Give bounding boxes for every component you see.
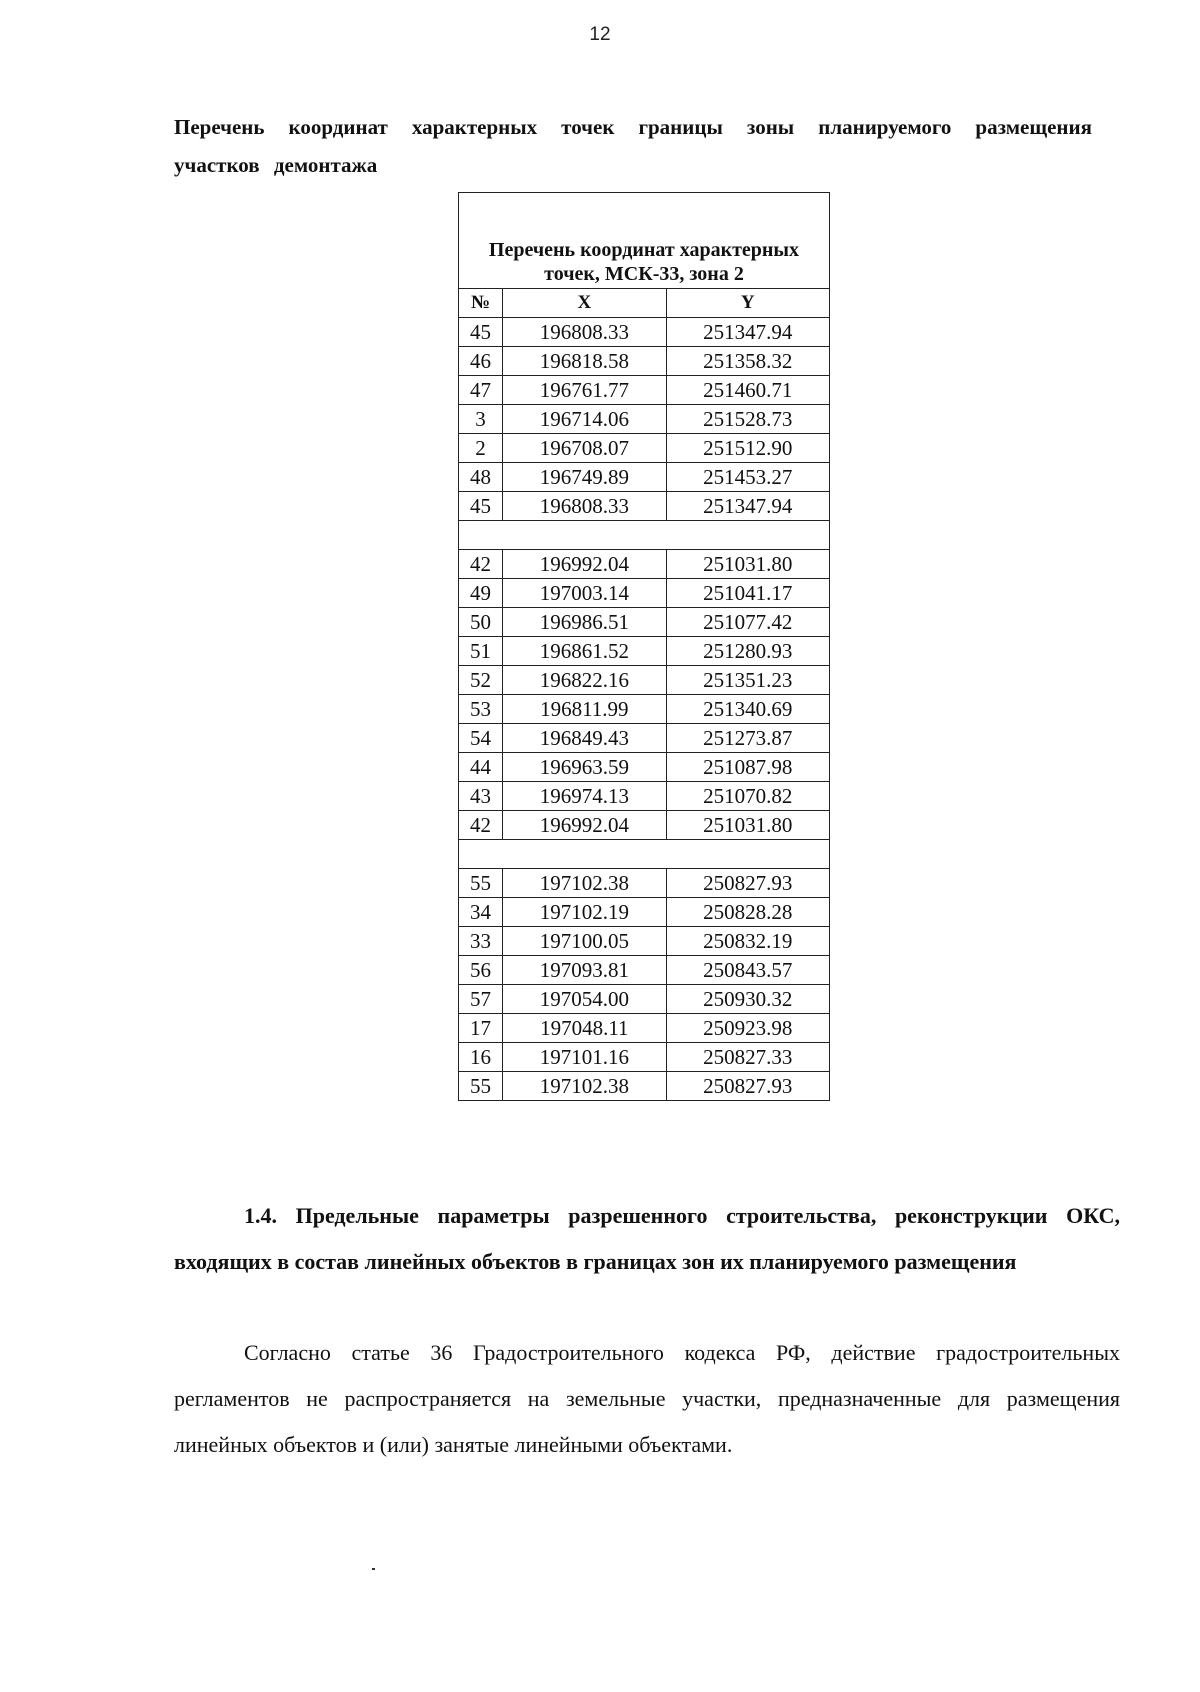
section-body: Согласно статье 36 Градостроительного кодекса РФ, действие градостроительных регламентов не распространяется на земельные участки, предназначенные для размещения линейных объектов и (или) занятые линейными объектами. [174,1340,1120,1457]
cell-point-number: 56 [459,956,503,985]
cell-point-number: 45 [459,318,503,347]
cell-y: 251358.32 [666,347,829,376]
page-number: 12 [589,24,611,45]
table-row [459,579,830,608]
cell-x: 196749.89 [503,463,666,492]
cell-point-number: 55 [459,1072,503,1101]
table-row [459,608,830,637]
cell-x: 197102.19 [503,898,666,927]
cell-point-number: 46 [459,347,503,376]
table-row [459,637,830,666]
cell-x: 196818.58 [503,347,666,376]
cell-point-number: 45 [459,492,503,521]
table-row [459,347,830,376]
cell-point-number: 48 [459,463,503,492]
cell-x: 197048.11 [503,1014,666,1043]
cell-y: 251070.82 [666,782,829,811]
cell-y: 250843.57 [666,956,829,985]
cell-y: 251460.71 [666,376,829,405]
cell-point-number: 2 [459,434,503,463]
table-caption: Перечень координат характерных точек, МСК-33, зона 2 [459,193,830,289]
scan-mark [372,1568,375,1570]
header-number: № [459,289,503,318]
cell-point-number: 52 [459,666,503,695]
section-title: 1.4. Предельные параметры разрешенного строительства, реконструкции ОКС, входящих в состав линейных объектов в границах зон их планируемого размещения [174,1203,1120,1274]
cell-y: 251512.90 [666,434,829,463]
cell-point-number: 34 [459,898,503,927]
cell-point-number: 44 [459,753,503,782]
table-caption-row [459,193,830,289]
cell-point-number: 42 [459,811,503,840]
cell-x: 197003.14 [503,579,666,608]
cell-x: 197102.38 [503,869,666,898]
cell-point-number: 3 [459,405,503,434]
cell-y: 251340.69 [666,695,829,724]
table-row [459,956,830,985]
cell-x: 197054.00 [503,985,666,1014]
cell-x: 197101.16 [503,1043,666,1072]
cell-x: 197102.38 [503,1072,666,1101]
separator-cell [459,521,830,550]
cell-y: 251347.94 [666,318,829,347]
table-row [459,405,830,434]
cell-y: 250832.19 [666,927,829,956]
cell-x: 196861.52 [503,637,666,666]
table-row [459,695,830,724]
table-row [459,1014,830,1043]
cell-x: 196714.06 [503,405,666,434]
cell-y: 250827.93 [666,869,829,898]
cell-y: 251280.93 [666,637,829,666]
cell-x: 196822.16 [503,666,666,695]
cell-point-number: 42 [459,550,503,579]
cell-point-number: 54 [459,724,503,753]
table-row [459,492,830,521]
cell-point-number: 43 [459,782,503,811]
table-row [459,666,830,695]
cell-y: 251031.80 [666,811,829,840]
table-row [459,1043,830,1072]
table-header-row [459,289,830,318]
table-group-separator [459,840,830,869]
cell-y: 250930.32 [666,985,829,1014]
table-row [459,985,830,1014]
cell-point-number: 17 [459,1014,503,1043]
table-row [459,927,830,956]
cell-y: 251528.73 [666,405,829,434]
separator-cell [459,840,830,869]
cell-x: 196974.13 [503,782,666,811]
cell-y: 250923.98 [666,1014,829,1043]
cell-x: 196808.33 [503,318,666,347]
cell-y: 251453.27 [666,463,829,492]
cell-y: 251273.87 [666,724,829,753]
cell-y: 251347.94 [666,492,829,521]
table-row [459,811,830,840]
cell-x: 196992.04 [503,550,666,579]
cell-x: 196986.51 [503,608,666,637]
cell-y: 251351.23 [666,666,829,695]
table-row [459,869,830,898]
table-row [459,782,830,811]
header-x: X [503,289,666,318]
table-row [459,753,830,782]
cell-x: 196761.77 [503,376,666,405]
cell-x: 197093.81 [503,956,666,985]
cell-point-number: 49 [459,579,503,608]
cell-point-number: 55 [459,869,503,898]
table-row [459,318,830,347]
table-row [459,724,830,753]
cell-x: 196708.07 [503,434,666,463]
cell-x: 196811.99 [503,695,666,724]
cell-y: 251031.80 [666,550,829,579]
cell-point-number: 51 [459,637,503,666]
cell-x: 196808.33 [503,492,666,521]
cell-y: 250828.28 [666,898,829,927]
cell-x: 196992.04 [503,811,666,840]
document-heading: Перечень координат характерных точек границы зоны планируемого размещения участков демонтажа [174,115,1092,177]
cell-point-number: 33 [459,927,503,956]
cell-point-number: 50 [459,608,503,637]
header-y: Y [666,289,829,318]
table-row [459,550,830,579]
cell-x: 197100.05 [503,927,666,956]
cell-point-number: 47 [459,376,503,405]
table-row [459,463,830,492]
table-row [459,1072,830,1101]
cell-y: 251077.42 [666,608,829,637]
cell-x: 196849.43 [503,724,666,753]
table-group-separator [459,521,830,550]
cell-y: 251087.98 [666,753,829,782]
table-row [459,376,830,405]
coordinates-table [458,192,830,1101]
table-row [459,898,830,927]
cell-point-number: 16 [459,1043,503,1072]
cell-point-number: 53 [459,695,503,724]
cell-y: 250827.93 [666,1072,829,1101]
table-row [459,434,830,463]
cell-x: 196963.59 [503,753,666,782]
cell-point-number: 57 [459,985,503,1014]
cell-y: 250827.33 [666,1043,829,1072]
cell-y: 251041.17 [666,579,829,608]
